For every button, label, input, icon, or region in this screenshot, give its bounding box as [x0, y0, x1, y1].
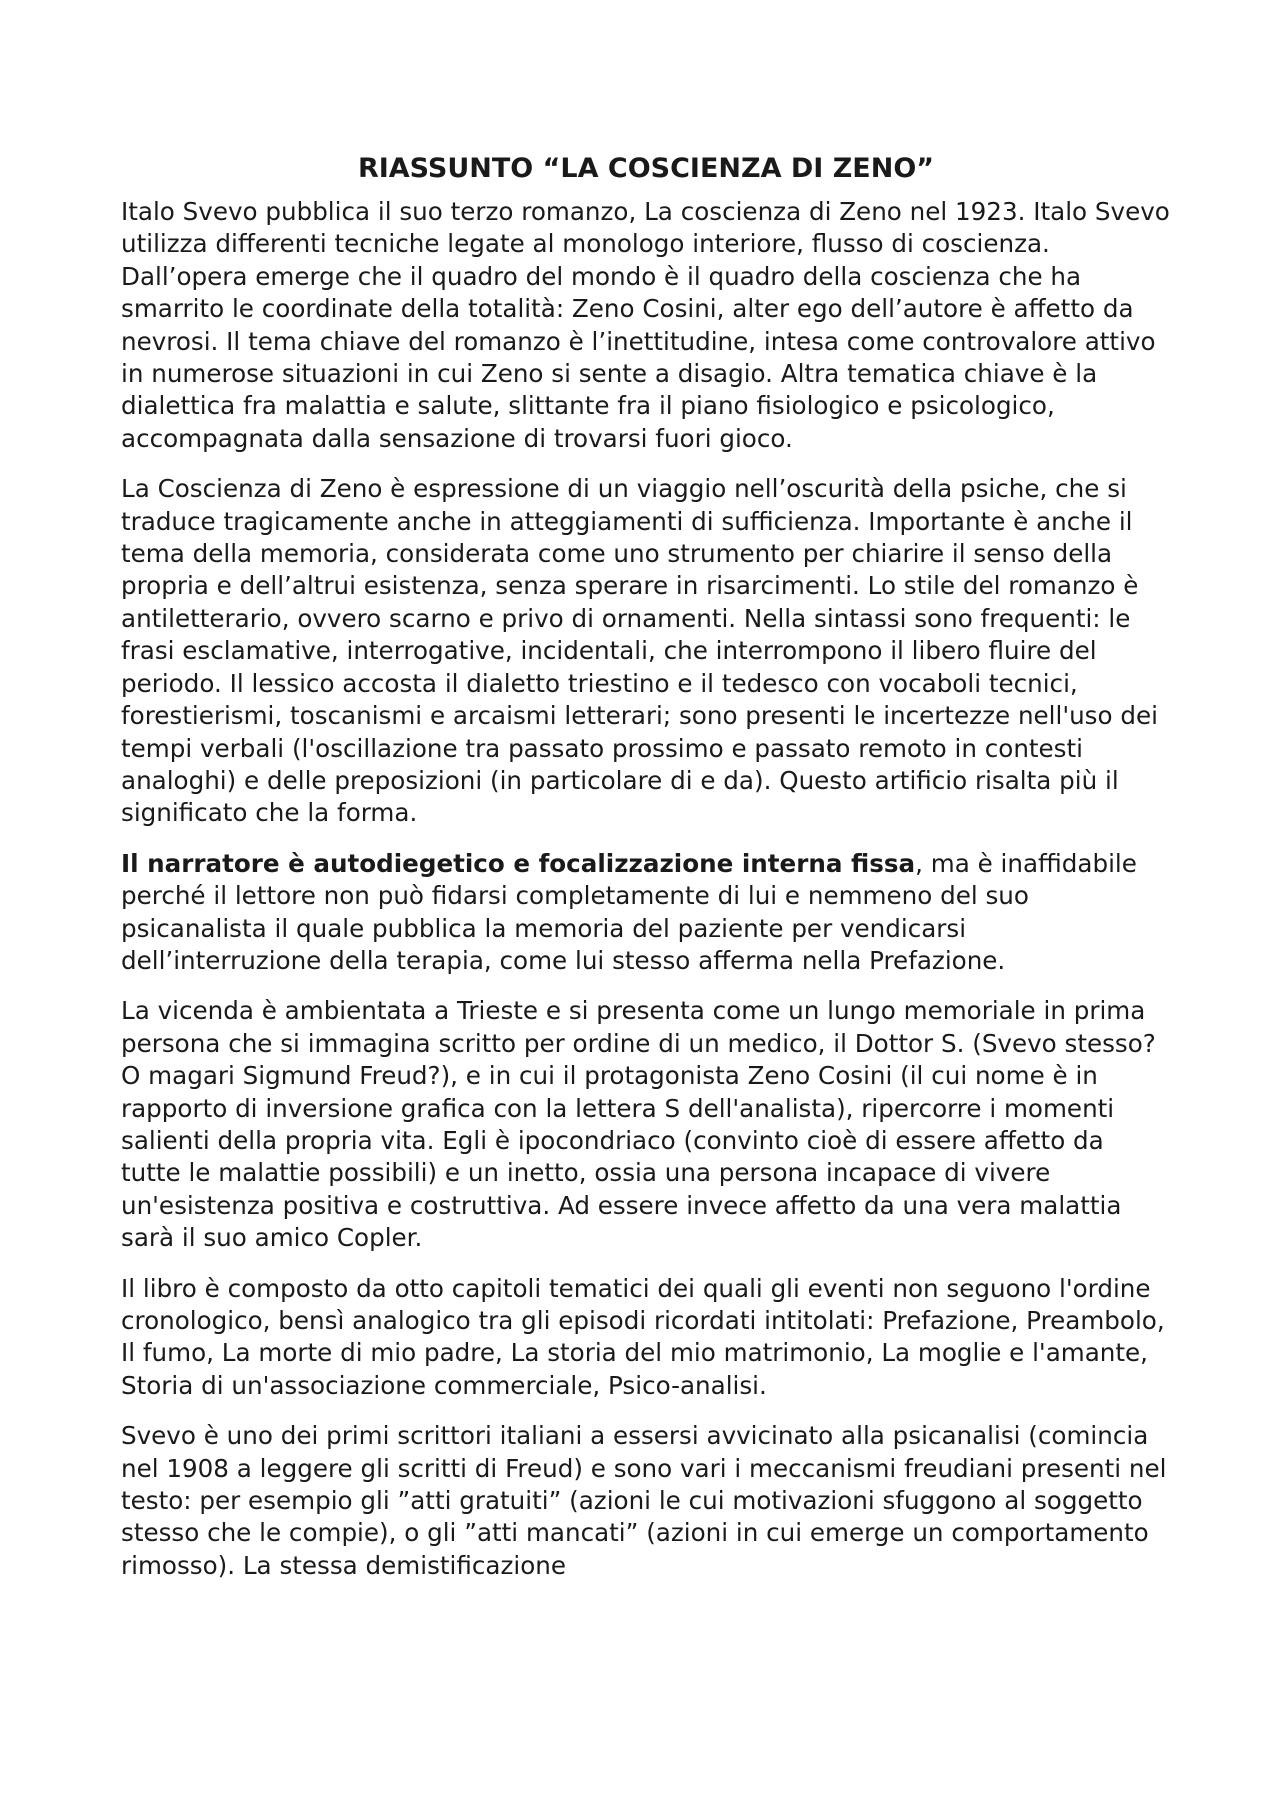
- paragraph-chapters: [121, 1273, 1171, 1403]
- paragraph-text: La Coscienza di Zeno è espressione di un viaggio nell’oscurità della psiche, che si traduce tragicamente anche in atteggiamenti di sufficienza. Importante è anche il tema della memoria, considerata come uno strumento per chiarire il senso della propria e dell’altrui esistenza, senza sperare in risarcimenti. Lo stile del romanzo è antiletterario, ovvero scarno e privo di ornamenti. Nella sintassi sono frequenti: le frasi esclamative, interrogative, incidentali, che interrompono il libero fluire del periodo. Il lessico accosta il dialetto triestino e il tedesco con vocaboli tecnici, forestierismi, toscanismi e arcaismi letterari; sono presenti le incertezze nell'uso dei tempi verbali (l'oscillazione tra passato prossimo e passato remoto in contesti analoghi) e delle preposizioni (in particolare di e da). Questo artificio risalta più il significato che la forma.: [121, 474, 1158, 828]
- paragraph-text: , ma è inaffidabile perché il lettore non può fidarsi completamente di lui e nemmeno del suo psicanalista il quale pubblica la memoria del paziente per vendicarsi dell’interruzione della terapia, come lui stesso afferma nella Prefazione.: [121, 848, 1137, 975]
- paragraph-narrator: [121, 848, 1171, 978]
- paragraph-bold-lead: Il narratore è autodiegetico e focalizzazione interna fissa: [121, 848, 916, 878]
- paragraph-text: Svevo è uno dei primi scrittori italiani a essersi avvicinato alla psicanalisi (comincia nel 1908 a leggere gli scritti di Freud) e sono vari i meccanismi freudiani presenti nel testo: per esempio gli ”atti gratuiti” (azioni le cui motivazioni sfuggono al soggetto stesso che le compie), o gli ”atti mancati” (azioni in cui emerge un comportamento rimosso). La stessa demistificazione: [121, 1421, 1167, 1580]
- paragraph-style-and-themes: [121, 473, 1171, 829]
- paragraph-text: La vicenda è ambientata a Trieste e si presenta come un lungo memoriale in prima persona che si immagina scritto per ordine di un medico, il Dottor S. (Svevo stesso? O magari Sigmund Freud?), e in cui il protagonista Zeno Cosini (il cui nome è in rapporto di inversione grafica con la lettera S dell'analista), ripercorre i momenti salienti della propria vita. Egli è ipocondriaco (convinto cioè di essere affetto da tutte le malattie possibili) e un inetto, ossia una persona incapace di vivere un'esistenza positiva e costruttiva. Ad essere invece affetto da una vera malattia sarà il suo amico Copler.: [121, 996, 1156, 1253]
- paragraph-psychoanalysis: [121, 1420, 1171, 1582]
- paragraph-text: Il libro è composto da otto capitoli tematici dei quali gli eventi non seguono l'ordine cronologico, bensì analogico tra gli episodi ricordati intitolati: Prefazione, Preambolo, Il fumo, La morte di mio padre, La storia del mio matrimonio, La moglie e l'amante, Storia di un'associazione commerciale, Psico-analisi.: [121, 1273, 1165, 1400]
- paragraph-text: Italo Svevo pubblica il suo terzo romanzo, La coscienza di Zeno nel 1923. Italo Svevo utilizza differenti tecniche legate al monologo interiore, flusso di coscienza. Dall’opera emerge che il quadro del mondo è il quadro della coscienza che ha smarrito le coordinate della totalità: Zeno Cosini, alter ego dell’autore è affetto da nevrosi. Il tema chiave del romanzo è l’inettitudine, intesa come controvalore attivo in numerose situazioni in cui Zeno si sente a disagio. Altra tematica chiave è la dialettica fra malattia e salute, slittante fra il piano fisiologico e psicologico, accompagnata dalla sensazione di trovarsi fuori gioco.: [121, 197, 1170, 453]
- document-body: [121, 152, 1171, 1600]
- document-title: RIASSUNTO “LA COSCIENZA DI ZENO”: [357, 153, 935, 184]
- paragraph-plot: [121, 995, 1171, 1254]
- paragraph-introduction: [121, 196, 1171, 455]
